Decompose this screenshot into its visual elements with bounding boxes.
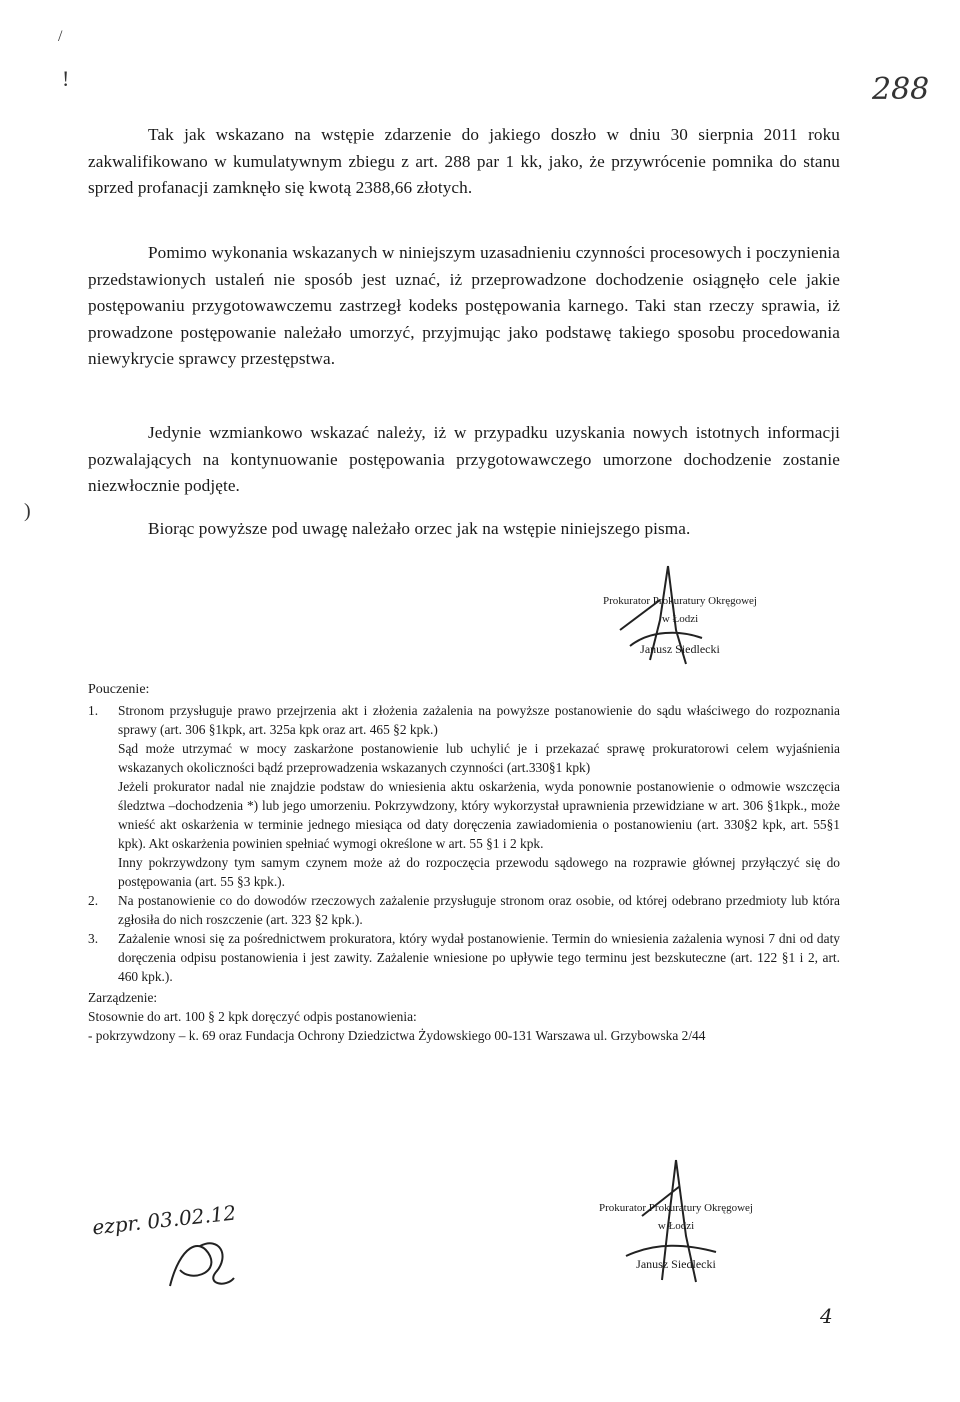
paragraph-discontinuation: [88, 240, 840, 373]
handwritten-date: ezpr. 03.02.12: [91, 1200, 238, 1240]
prosecutor-stamp: [560, 593, 800, 657]
instructions-heading: Pouczenie:: [88, 682, 150, 697]
stamp-title: Prokurator Prokuratury Okręgowej: [599, 1202, 753, 1214]
instructions-section: [88, 680, 840, 1045]
order-heading: Zarządzenie:: [88, 990, 158, 1005]
item-number: 2.: [88, 893, 99, 908]
paragraph-qualification: [88, 122, 840, 202]
prosecutor-stamp: [556, 1200, 796, 1272]
instruction-subtext: Inny pokrzywdzony tym samym czynem może aż do rozpoczęcia przewodu sądowego na rozprawie głównej przyłączyć się do postępowania (art. 55 §3 kpk.).: [118, 855, 840, 889]
item-text: Stronom przysługuje prawo przejrzenia akt i złożenia zażalenia na powyższe postanowienie do sądu właściwego do rozpoznania sprawy (art. 306 §1kpk, art. 325a kpk oraz art. 465 §2 kpk.): [118, 703, 840, 737]
item-number: 3.: [88, 931, 99, 946]
item-text: Na postanowienie co do dowodów rzeczowych zażalenie przysługuje stronom oraz osobie, od której odebrano przedmioty lub która zgłosiła do nich roszczenie (art. 323 §2 kpk.).: [118, 893, 840, 927]
instruction-subtext: Sąd może utrzymać w mocy zaskarżone postanowienie lub uchylić je i przekazać sprawę prokuratorowi celem wyjaśnienia wskazanych okoliczności bądź przeprowadzenia wskazanych czynności (art.330§1 kpk): [118, 741, 840, 775]
order-line: Stosownie do art. 100 § 2 kpk doręczyć odpis postanowienia:: [88, 1009, 417, 1024]
item-text: Zażalenie wnosi się za pośrednictwem prokuratora, który wydał postanowienie. Termin do wniesienia zażalenia wynosi 7 dni od daty doręczenia odpisu postanowienia i jest zawity. Zażalenie wniesione po upływie tego terminu jest bezskuteczne (art. 122 §1 i 2, art. 460 kpk.).: [118, 931, 840, 984]
paragraph-text: Jedynie wzmiankowo wskazać należy, iż w przypadku uzyskania nowych istotnych informacji pozwalających na kontynuowanie postępowania przygotowawczego umorzone dochodzenie zostanie niezwłocznie podjęte.: [88, 423, 840, 495]
margin-bracket: ): [24, 500, 31, 522]
instruction-subtext: Jeżeli prokurator nadal nie znajdzie podstaw do wniesienia aktu oskarżenia, wyda ponownie postanowienie o odmowie wszczęcia śledztwa –dochodzenia *) lub jego umorzeniu. Pokrzywdzony, który wykorzystał uprawnienia przewidziane w art. 306 §1kpk., może wnieść akt oskarżenia w terminie jednego miesiąca od daty doręczenia zawiadomienia o postanowieniu (art. 330§2 kpk, art. 55§1 kpk). Akt oskarżenia powinien spełniać wymogi określone w art. 55 §1 i 2 kpk.: [118, 779, 840, 851]
page-number: 4: [820, 1304, 833, 1328]
paragraph-text: Tak jak wskazano na wstępie zdarzenie do jakiego doszło w dniu 30 sierpnia 2011 roku zakwalifikowano w kumulatywnym zbiegu z art. 288 par 1 kk, jako, że przywrócenie pomnika do stanu sprzed profanacji zamknęło się kwotą 2388,66 złotych.: [88, 125, 840, 197]
stamp-title: Prokurator Prokuratury Okręgowej: [603, 595, 757, 607]
corner-mark-2: !: [62, 66, 70, 91]
stamp-city: w Łodzi: [661, 613, 699, 625]
stamp-name: Janusz Siedlecki: [636, 1257, 716, 1271]
instruction-item: [88, 701, 840, 739]
paragraph-text: Biorąc powyższe pod uwagę należało orzec jak na wstępie niniejszego pisma.: [148, 519, 691, 538]
item-number: 1.: [88, 703, 99, 718]
handwritten-page-number: 288: [872, 72, 930, 107]
stamp-city: w Łodzi: [657, 1220, 695, 1232]
corner-mark: /: [58, 28, 63, 45]
instruction-item: [88, 929, 840, 986]
paragraph-note: [88, 420, 840, 500]
stamp-name: Janusz Siedlecki: [640, 642, 720, 656]
initials-scribble: [160, 1226, 240, 1296]
order-line: - pokrzywdzony – k. 69 oraz Fundacja Ochrony Dziedzictwa Żydowskiego 00-131 Warszawa ul. Grzybowska 2/44: [88, 1028, 706, 1043]
instruction-item: [88, 891, 840, 929]
paragraph-text: Pomimo wykonania wskazanych w niniejszym uzasadnieniu czynności procesowych i poczynienia przedstawionych ustaleń nie sposób jest uznać, iż przeprowadzone dochodzenie osiągnęło cele jakie postępowaniu przygotowawczemu zastrzegł kodeks postępowania karnego. Taki stan rzeczy sprawia, iż prowadzone postępowanie należało umorzyć, przyjmując jako podstawę takiego sposobu procedowania niewykrycie sprawcy przestępstwa.: [88, 243, 840, 368]
paragraph-conclusion: [88, 516, 840, 543]
